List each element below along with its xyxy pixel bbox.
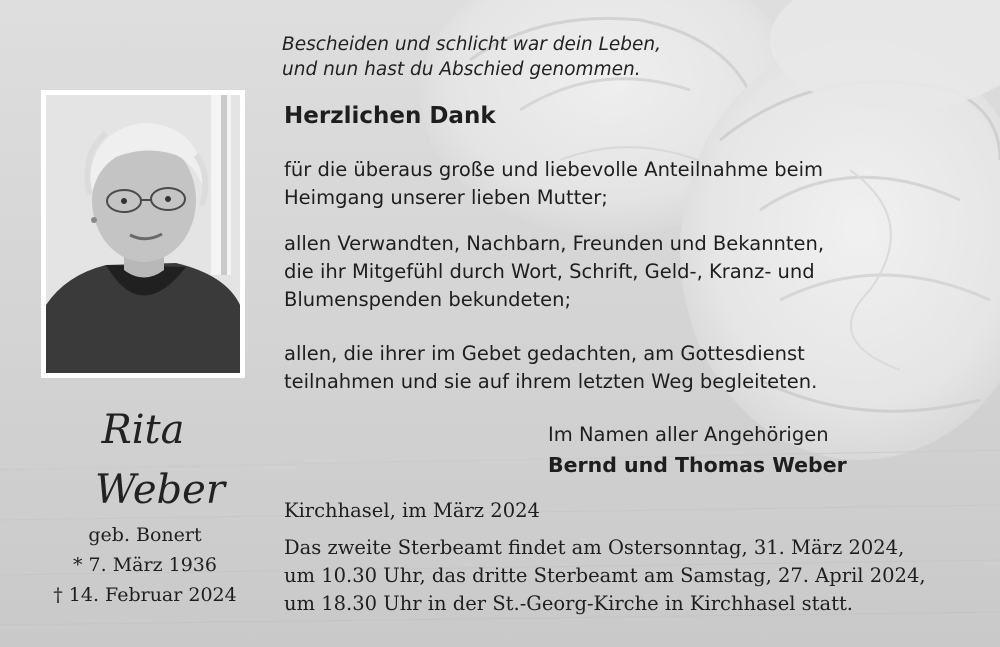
thanks-paragraph-2 — [284, 230, 824, 314]
place-date: Kirchhasel, im März 2024 — [284, 499, 540, 522]
deceased-name — [70, 400, 240, 520]
motto-line: und nun hast du Abschied genommen. — [282, 59, 641, 80]
paragraph-line: für die überaus große und liebevolle Anteilnahme beim — [284, 158, 824, 181]
thanks-paragraph-1 — [284, 156, 823, 212]
notice-line: um 10.30 Uhr, das dritte Sterbeamt am Samstag, 27. April 2024, — [284, 564, 926, 587]
paragraph-line: allen, die ihrer im Gebet gedachten, am Gottesdienst — [284, 342, 805, 365]
deceased-last-name: Weber — [95, 467, 225, 513]
mass-notice — [284, 534, 926, 618]
paragraph-line: allen Verwandten, Nachbarn, Freunden und Bekannten, — [284, 232, 825, 255]
signoff-names: Bernd und Thomas Weber — [548, 453, 847, 477]
family-signoff — [548, 420, 847, 480]
birth-name: geb. Bonert — [88, 524, 202, 546]
paragraph-line: teilnahmen und sie auf ihrem letzten Weg begleiteten. — [284, 370, 818, 393]
birth-date: * 7. März 1936 — [73, 554, 217, 576]
notice-line: um 18.30 Uhr in der St.-Georg-Kirche in Kirchhasel statt. — [284, 592, 854, 615]
notice-heading: Herzlichen Dank — [284, 103, 496, 129]
deceased-first-name: Rita — [101, 407, 185, 453]
thanks-paragraph-3 — [284, 340, 817, 396]
paragraph-line: die ihr Mitgefühl durch Wort, Schrift, Geld-, Kranz- und — [284, 260, 815, 283]
signoff-intro: Im Namen aller Angehörigen — [548, 423, 829, 446]
motto-line: Bescheiden und schlicht war dein Leben, — [282, 34, 662, 55]
motto-verse — [282, 32, 661, 82]
paragraph-line: Heimgang unserer lieben Mutter; — [284, 186, 608, 209]
deceased-vitals — [40, 520, 250, 610]
notice-line: Das zweite Sterbeamt findet am Ostersonntag, 31. März 2024, — [284, 536, 905, 559]
death-date: † 14. Februar 2024 — [53, 584, 237, 606]
paragraph-line: Blumenspenden bekundeten; — [284, 288, 572, 311]
